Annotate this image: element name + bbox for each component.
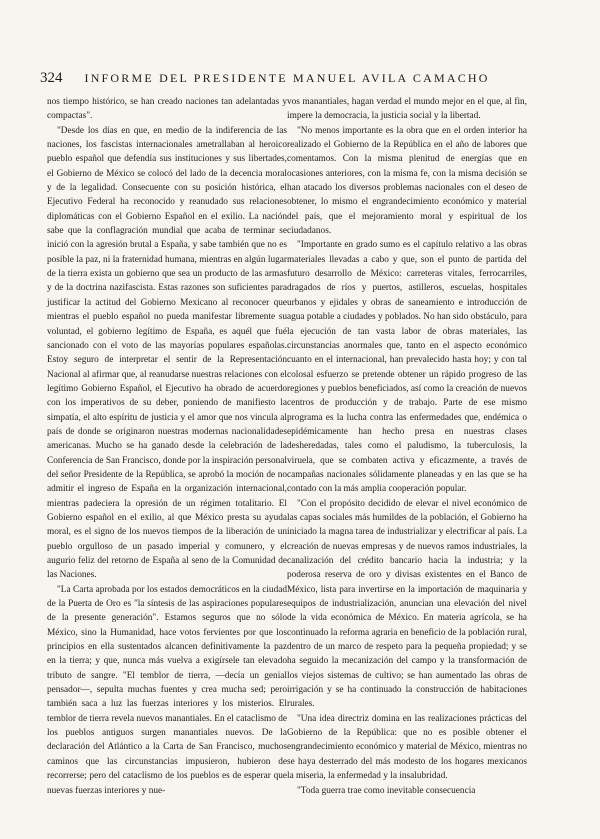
paragraph: "Una idea directriz domina en las realizaciones prácticas del Gobierno de la República: que no es posible obtener el engrandecimiento económico y material de México, mientras no se haya desterrado del más modesto de los hogares mexicanos la miseria, la enfermedad y la insalubridad. <box>287 713 527 782</box>
right-text-column <box>287 95 527 798</box>
paragraph: "Toda guerra trae como inevitable consecuencia <box>297 785 476 796</box>
paragraph: "Con el propósito decidido de elevar el nivel económico de las capas sociales más humildes de la población, el Gobierno ha iniciado la magna tarea de industrializar y electrificar al país. La creación de nuevas empresas y de nuevos ramos industriales, la canalización del crédito bancario hacia la industria; y la poderosa reserva de oro y divisas existentes en el Banco de México, lista para invertirse en la importación de maquinaria y equipos de industrialización, anuncian una elevación del nivel de la vida económica de México. En materia agrícola, se ha continuado la reforma agraria en beneficio de la población rural, dentro de un marco de respeto para la pequeña propiedad; y se ha seguido la mecanización del campo y la transformación de los viejos sistemas de cultivo; se han aumentado las obras de irrigación y se ha continuado la construcción de habitaciones rurales. <box>287 498 527 710</box>
paragraph: "Desde los días en que, en medio de la indiferencia de las naciones, los fascistas internacionales ametrallaban al heroico pueblo español que defendía sus instituciones y sus libertades, el Gobierno de México se colocó del lado de la decencia moral y de la legalidad. Consecuente con su posición histórica, el Ejecutivo Federal ha reconocido y reanudado sus relaciones diplomáticas con el Gobierno Español en el exilio. La nación sabe que la conflagración mundial que acaba de terminar se inició con la agresión brutal a España, y sabe también que no es posible la paz, ni la fraternidad humana, mientras en algún lugar de la tierra exista un gobierno que sea un producto de las armas y de la doctrina nazifascista. Estas razones son suficientes para justificar la actitud del Gobierno Mexicano al reconocer que mientras el pueblo español no pueda manifestar libremente su voluntad, el gobierno legítimo de España, es aquél que fué sancionado con el voto de las mayorías populares españolas. Estoy seguro de interpretar el sentir de la Representación Nacional al afirmar que, al reanudarse nuestras relaciones con el legítimo Gobierno Español, el Ejecutivo ha obrado de acuerdo con los imperativos de su deber, poniendo de manifiesto la simpatía, el alto espíritu de justicia y el amor que nos vincula al país de donde se originaron nuestras modernas nacionalidades americanas. Mucho se ha ganado desde la celebración de la Conferencia de San Francisco, donde por la inspiración personal del señor Presidente de la República, se aprobó la moción de no admitir el ingreso de España en la organización internacional, mientras padeciera la opresión de un régimen totalitario. El Gobierno español en el exilio, al que México presta su ayuda moral, es el signo de los nuevos tiempos de la liberación de un pueblo orgulloso de un pasado imperial y comunero, y el augurio feliz del retorno de España al seno de la Comunidad de las Naciones. <box>47 125 287 581</box>
running-title: INFORME DEL PRESIDENTE MANUEL AVILA CAMACHO <box>84 71 490 85</box>
left-text-column <box>47 95 287 798</box>
page-header <box>40 70 560 87</box>
paragraph: "No menos importante es la obra que en el orden interior ha realizado el Gobierno de la República en el año de labores que comentamos. Con la misma plenitud de energías que en ocasiones anteriores, con la misma fe, con la misma decisión se han atacado los diversos problemas nacionales con el deseo de obtener, lo mismo el engrandecimiento económico y material del país, que el mejoramiento moral y espiritual de los ciudadanos. <box>287 125 527 237</box>
paragraph: vos manantiales, hagan verdad el mundo mejor en el que, al fin, impere la democracia, la justicia social y la libertad. <box>287 97 527 122</box>
paragraph: "La Carta aprobada por los estados democráticos en la ciudad de la Puerta de Oro es "la síntesis de las aspiraciones populares de la presente generación". Estamos seguros que no sólo México, sino la Humanidad, hace votos fervientes por que los principios en ella sustentados alcancen definitivamente la paz en la tierra; y que, nunca más vuelva a exigírsele tan elevado tributo de sangre. "El temblor de tierra, —decía un genial pensador—, sepulta muchas fuentes y crea mucha sed; pero también saca a luz las fuerzas interiores y los misterios. El temblor de tierra revela nuevos manantiales. En el cataclismo de los pueblos antiguos surgen manantiales nuevos. De la declaración del Atlántico a la Carta de San Francisco, muchos caminos que las circunstancias impusieron, hubieron de recorrerse; pero del cataclismo de los pueblos es de esperar que nuevas fuerzas interiores y nue- <box>47 584 287 796</box>
paragraph: "Importante en grado sumo es el capítulo relativo a las obras materiales llevadas a cabo y que, son el punto de partida del futuro desarrollo de México: carreteras vitales, ferrocarriles, dragados de ríos y puertos, astilleros, escuelas, hospitales urbanos y ejidales y obras de saneamiento e introducción de agua potable a ciudades y poblados. No han sido obstáculo, para la ejecución de tan vasta labor de obras materiales, las circunstancias anormales que, tanto en el aspecto económico cuanto en el internacional, han prevalecido hasta hoy; y con tal colosal esfuerzo se pretende obtener un rápido progreso de las regiones y pueblos beneficiados, así como la creación de nuevos centros de producción y de trabajo. Parte de ese mismo programa es la lucha contra las enfermedades que, endémica o epidémicamente han hecho presa en nuestras clases desheredadas, tales como el paludismo, la tuberculosis, la viruela, que se combaten activa y eficazmente, a través de campañas nacionales sólidamente planeadas y en las que se ha contado con la más amplia cooperación popular. <box>287 240 527 495</box>
page-number: 324 <box>40 70 63 86</box>
paragraph: nos tiempo histórico, se han creado naciones tan adelantadas y compactas". <box>47 97 287 122</box>
